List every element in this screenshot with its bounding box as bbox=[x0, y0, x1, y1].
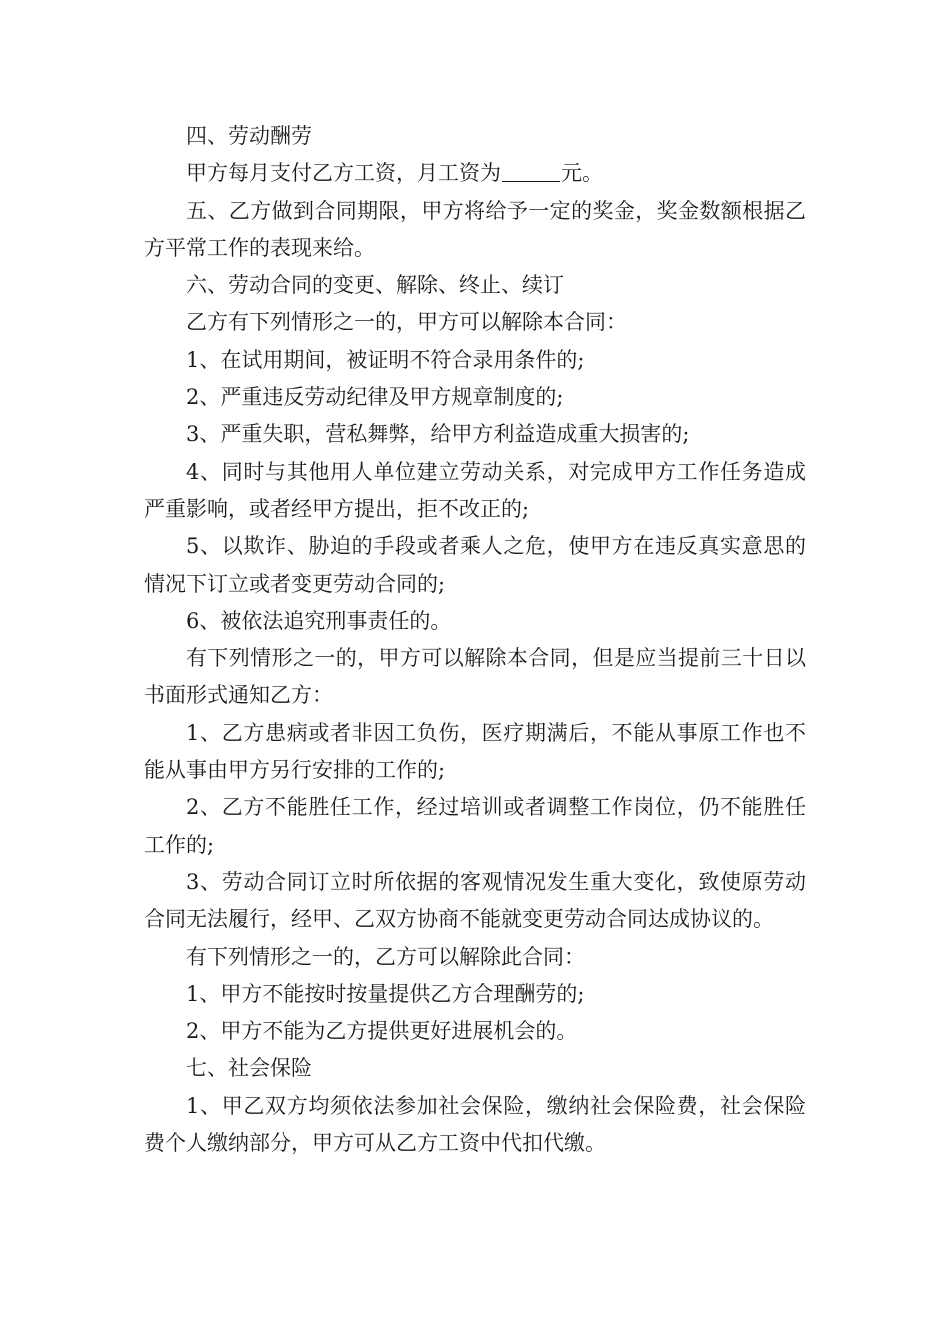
salary-amount-blank bbox=[502, 159, 560, 182]
section6-heading: 六、劳动合同的变更、解除、终止、续订 bbox=[186, 273, 564, 298]
document-body bbox=[144, 118, 806, 1162]
group2-item: 3、劳动合同订立时所依据的客观情况发生重大变化，致使原劳动合同无法履行，经甲、乙双方协商不能就变更劳动合同达成协议的。 bbox=[144, 869, 806, 932]
group1-item: 6、被依法追究刑事责任的。 bbox=[186, 608, 452, 633]
section7-heading: 七、社会保险 bbox=[186, 1056, 312, 1081]
group1-item: 5、以欺诈、胁迫的手段或者乘人之危，使甲方在违反真实意思的情况下订立或者变更劳动合同的; bbox=[144, 534, 806, 596]
section4-heading: 四、劳动酬劳 bbox=[186, 124, 312, 148]
group1-intro: 乙方有下列情形之一的，甲方可以解除本合同： bbox=[186, 310, 627, 335]
group2-intro: 有下列情形之一的，甲方可以解除本合同，但是应当提前三十日以书面形式通知乙方： bbox=[144, 646, 806, 708]
group2-item: 2、乙方不能胜任工作，经过培训或者调整工作岗位，仍不能胜任工作的; bbox=[144, 795, 806, 857]
salary-text-after: 元。 bbox=[561, 161, 603, 186]
group3-item: 1、甲方不能按时按量提供乙方合理酬劳的; bbox=[186, 981, 585, 1006]
group3-intro: 有下列情形之一的，乙方可以解除此合同： bbox=[186, 944, 585, 969]
group1-item: 3、严重失职，营私舞弊，给甲方利益造成重大损害的; bbox=[186, 422, 690, 447]
salary-clause bbox=[144, 155, 806, 192]
group1-item: 4、同时与其他用人单位建立劳动关系，对完成甲方工作任务造成严重影响，或者经甲方提出，拒不改正的; bbox=[144, 459, 806, 521]
section5-clause: 五、乙方做到合同期限，甲方将给予一定的奖金，奖金数额根据乙方平常工作的表现来给。 bbox=[144, 198, 806, 260]
salary-text-before: 甲方每月支付乙方工资，月工资为 bbox=[186, 161, 501, 186]
group3-item: 2、甲方不能为乙方提供更好进展机会的。 bbox=[186, 1019, 578, 1044]
group1-item: 1、在试用期间，被证明不符合录用条件的; bbox=[186, 347, 585, 372]
group2-item: 1、乙方患病或者非因工负伤，医疗期满后，不能从事原工作也不能从事由甲方另行安排的工作的; bbox=[144, 720, 806, 783]
section7-item: 1、甲乙双方均须依法参加社会保险，缴纳社会保险费，社会保险费个人缴纳部分，甲方可从乙方工资中代扣代缴。 bbox=[144, 1093, 806, 1156]
group1-item: 2、严重违反劳动纪律及甲方规章制度的; bbox=[186, 385, 564, 410]
